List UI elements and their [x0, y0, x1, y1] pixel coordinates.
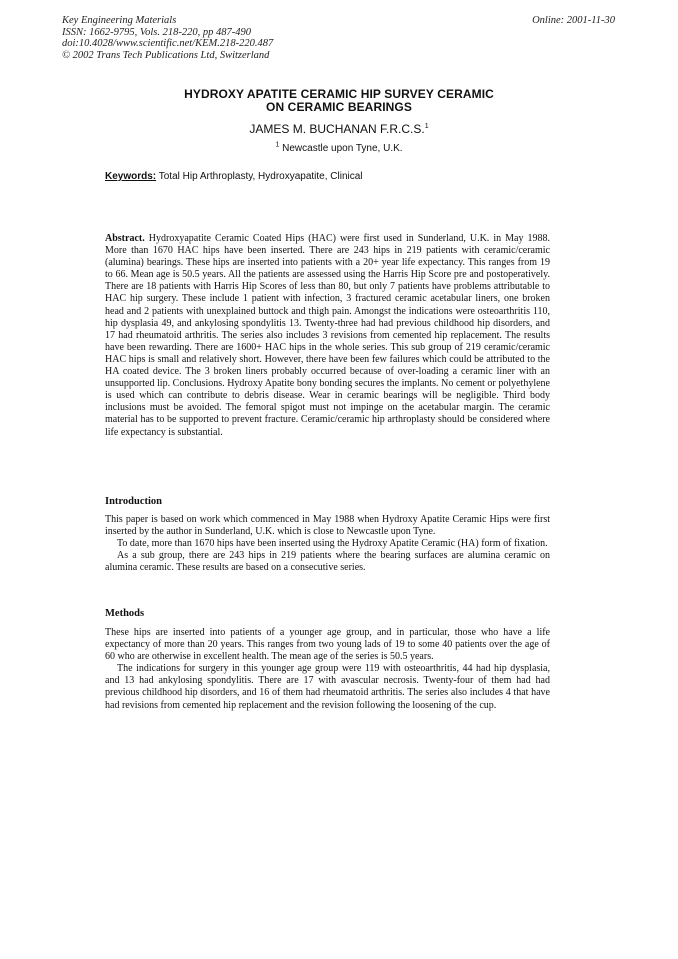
- abstract-text: Hydroxyapatite Ceramic Coated Hips (HAC) were first used in Sunderland, U.K. in May 1988. More than 1670 HAC hips have been inserted. There are 243 hips in 219 patients with ceramic/ceramic (alumina) bearings. These hips are inserted into patients with a 20+ year life expectancy. This ranges from 19 to 66. Mean age is 50.5 years. All the patients are assessed using the Harris Hip Score pre and postoperatively. There are 18 patients with Harris Hip Scores of less than 80, but only 7 patients have problems attributable to HAC hip surgery. These include 1 patient with infection, 3 fractured ceramic acetabular liners, one broken head and 2 patients with unexplained buttock and thigh pain. Amongst the indications were osteoarthritis 110, hip dysplasia 49, and ankylosing spondylitis 13. Twenty-three had had previous childhood hip disorders, and 17 had rheumatoid arthritis. The series also includes 3 revisions from cemented hip replacement. The results have been rewarding. There are 1600+ HAC hips in the whole series. This sub group of 219 ceramic/ceramic HAC hips is small and relatively short. However, there have been few failures which could be attributed to the HA coated device. The 3 broken liners probably occurred because of over-loading a ceramic liner with an unsupported lip. Conclusions. Hydroxy Apatite bony bonding secures the implants. No cement or polyethylene is used which can contribute to debris disease. Wear in ceramic bearings will be negligible. Third body inclusions must be avoided. The femoral spigot must not impinge on the acetabular margin. The ceramic material has to be supported to prevent fracture. Ceramic/ceramic hip arthroplasty should be considered where life expectancy is substantial.: [105, 233, 551, 438]
- keywords-text: Total Hip Arthroplasty, Hydroxyapatite, Clinical: [158, 171, 363, 182]
- methods-paragraph-1: These hips are inserted into patients of a younger age group, and in particular, those who have a life expectancy of more than 20 years. This ranges from two young lads of 19 to some 40 patients over the age of 60 who are otherwise in excellent health. The mean age of the series is 50.5 years.: [105, 627, 550, 663]
- abstract-label: Abstract.: [105, 233, 145, 244]
- affiliation-line: [0, 143, 678, 154]
- doi-line: doi:10.4028/www.scientific.net/KEM.218-220.487: [62, 38, 274, 49]
- abstract: [105, 233, 550, 439]
- citation-header: [62, 15, 273, 61]
- author-footnote-mark: 1: [424, 123, 429, 130]
- issn-line: ISSN: 1662-9795, Vols. 218-220, pp 487-490: [62, 26, 251, 38]
- online-date: Online: 2001-11-30: [532, 15, 615, 26]
- copyright-line: © 2002 Trans Tech Publications Ltd, Switzerland: [62, 49, 270, 61]
- introduction-paragraph-1: This paper is based on work which commenced in May 1988 when Hydroxy Apatite Ceramic Hips were first inserted by the author in Sunderland, U.K. which is close to Newcastle upon Tyne.: [105, 514, 550, 538]
- methods-paragraph-2: The indications for surgery in this younger age group were 119 with osteoarthritis, 44 had hip dysplasia, and 13 had ankylosing spondylitis. There are 17 with avascular necrosis. Twenty-four of them had had previous childhood hip disorders, and 16 of them had rheumatoid arthritis. The series also includes 4 that have had revisions from cemented hip replacement and the revision following the loosening of the cup.: [105, 663, 550, 711]
- keywords-label: Keywords:: [105, 171, 157, 182]
- affiliation: Newcastle upon Tyne, U.K.: [282, 143, 403, 154]
- paper-title: [0, 88, 678, 114]
- affiliation-footnote-mark: 1: [275, 141, 280, 149]
- introduction-paragraph-2: To date, more than 1670 hips have been inserted using the Hydroxy Apatite Ceramic (HA) form of fixation.: [117, 538, 548, 550]
- introduction-section: [105, 514, 550, 574]
- title-line-2: ON CERAMIC BEARINGS: [266, 100, 412, 114]
- methods-heading: Methods: [105, 608, 145, 619]
- keywords-line: [105, 171, 363, 182]
- title-line-1: HYDROXY APATITE CERAMIC HIP SURVEY CERAMIC: [184, 87, 494, 101]
- introduction-paragraph-3: As a sub group, there are 243 hips in 219 patients where the bearing surfaces are alumina ceramic on alumina ceramic. These results are based on a consecutive series.: [105, 550, 550, 574]
- methods-section: [105, 627, 550, 712]
- author-line: [0, 122, 678, 136]
- journal-name: Key Engineering Materials: [62, 15, 177, 26]
- introduction-heading: Introduction: [105, 496, 162, 507]
- author-name: JAMES M. BUCHANAN F.R.C.S.: [249, 122, 425, 136]
